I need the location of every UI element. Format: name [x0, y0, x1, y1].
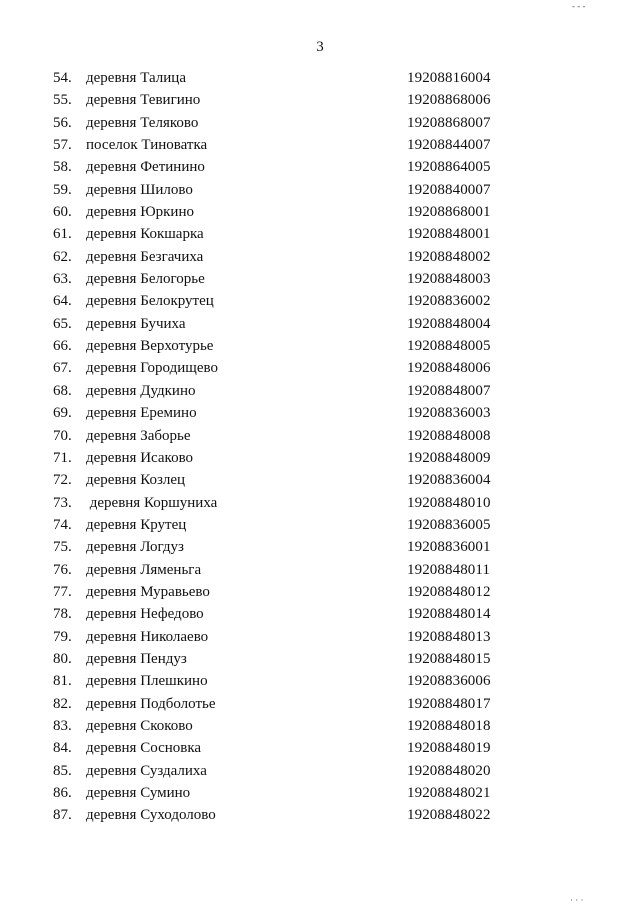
settlement-name: деревня Безгачиха — [86, 248, 204, 265]
oktmo-code: 19208868001 — [407, 204, 491, 221]
oktmo-code: 19208848002 — [407, 248, 491, 265]
oktmo-code: 19208864005 — [407, 159, 491, 176]
row-number: 82. — [53, 695, 72, 712]
row-number: 65. — [53, 315, 72, 332]
row-number: 55. — [53, 92, 72, 109]
row-number: 56. — [53, 114, 72, 131]
row-number: 87. — [53, 807, 72, 824]
list-item — [0, 536, 640, 558]
row-number: 72. — [53, 472, 72, 489]
list-item — [0, 559, 640, 581]
row-number: 85. — [53, 762, 72, 779]
list-item — [0, 67, 640, 89]
scan-artifact-bottom: · · · — [570, 895, 584, 905]
row-number: 79. — [53, 628, 72, 645]
settlement-name: деревня Крутец — [86, 516, 187, 533]
row-number: 62. — [53, 248, 72, 265]
row-number: 81. — [53, 673, 72, 690]
list-item — [0, 380, 640, 402]
oktmo-code: 19208848001 — [407, 226, 491, 243]
oktmo-code: 19208848018 — [407, 717, 491, 734]
list-item — [0, 179, 640, 201]
list-item — [0, 357, 640, 379]
settlement-name: деревня Пендуз — [86, 650, 187, 667]
settlement-name: деревня Муравьево — [86, 583, 210, 600]
settlement-name: деревня Дудкино — [86, 382, 196, 399]
oktmo-code: 19208868007 — [407, 114, 491, 131]
row-number: 54. — [53, 70, 72, 86]
list-item — [0, 223, 640, 245]
list-item — [0, 581, 640, 603]
oktmo-code: 19208848009 — [407, 449, 491, 466]
oktmo-code: 19208848005 — [407, 338, 491, 355]
settlement-name: деревня Логдуз — [86, 539, 184, 556]
row-number: 80. — [53, 650, 72, 667]
settlement-name: деревня Белогорье — [86, 271, 205, 288]
row-number: 84. — [53, 740, 72, 757]
list-item — [0, 246, 640, 268]
settlement-name: деревня Тевигино — [86, 92, 201, 109]
settlement-name: деревня Бучиха — [86, 315, 186, 332]
oktmo-code: 19208848010 — [407, 494, 491, 511]
list-item — [0, 268, 640, 290]
scan-artifact-top: ‑ ‑ ‑ — [572, 1, 586, 11]
row-number: 73. — [53, 494, 72, 511]
row-number: 58. — [53, 159, 72, 176]
list-item — [0, 670, 640, 692]
oktmo-code: 19208816004 — [407, 70, 491, 86]
page-number: 3 — [316, 39, 324, 55]
settlement-name: деревня Исаково — [86, 449, 194, 466]
row-number: 78. — [53, 606, 72, 623]
settlement-name: поселок Тиноватка — [86, 137, 208, 154]
settlement-name: деревня Шилово — [86, 181, 193, 198]
row-number: 69. — [53, 405, 72, 422]
list-item — [0, 201, 640, 223]
settlement-name: деревня Коршуниха — [86, 494, 218, 511]
list-item — [0, 335, 640, 357]
settlement-name: деревня Сумино — [86, 785, 191, 801]
list-item — [0, 760, 640, 782]
row-number: 75. — [53, 539, 72, 556]
list-item — [0, 290, 640, 312]
list-item — [0, 469, 640, 491]
oktmo-code: 19208848003 — [407, 271, 491, 288]
settlement-name: деревня Заборье — [86, 427, 191, 444]
oktmo-code: 19208848004 — [407, 315, 491, 332]
row-number: 59. — [53, 181, 72, 198]
oktmo-code: 19208836001 — [407, 539, 491, 556]
oktmo-code: 19208868006 — [407, 92, 491, 109]
list-item — [0, 737, 640, 759]
list-item — [0, 447, 640, 469]
oktmo-code: 19208848022 — [407, 807, 491, 824]
oktmo-code: 19208848012 — [407, 583, 491, 600]
row-number: 86. — [53, 785, 72, 801]
list-item — [0, 313, 640, 335]
list-item — [0, 425, 640, 447]
list-item — [0, 626, 640, 648]
list-item — [0, 89, 640, 111]
settlement-name: деревня Суздалиха — [86, 762, 207, 779]
list-item — [0, 112, 640, 134]
row-number: 70. — [53, 427, 72, 444]
settlement-name: деревня Верхотурье — [86, 338, 214, 355]
row-number: 77. — [53, 583, 72, 600]
settlement-name: деревня Скоково — [86, 717, 193, 734]
row-number: 63. — [53, 271, 72, 288]
row-number: 67. — [53, 360, 72, 377]
settlement-name: деревня Козлец — [86, 472, 186, 489]
oktmo-code: 19208844007 — [407, 137, 491, 154]
row-number: 68. — [53, 382, 72, 399]
oktmo-code: 19208836006 — [407, 673, 491, 690]
settlement-name: деревня Плешкино — [86, 673, 208, 690]
list-item — [0, 603, 640, 625]
settlement-name: деревня Подболотье — [86, 695, 216, 712]
row-number: 61. — [53, 226, 72, 243]
oktmo-code: 19208848021 — [407, 785, 491, 801]
row-number: 66. — [53, 338, 72, 355]
oktmo-code: 19208836005 — [407, 516, 491, 533]
list-item — [0, 804, 640, 826]
row-number: 57. — [53, 137, 72, 154]
settlement-name: деревня Фетинино — [86, 159, 205, 176]
settlement-name: деревня Белокрутец — [86, 293, 214, 310]
oktmo-code: 19208848013 — [407, 628, 491, 645]
oktmo-code: 19208848020 — [407, 762, 491, 779]
settlement-name: деревня Ляменьга — [86, 561, 202, 578]
row-number: 60. — [53, 204, 72, 221]
list-item — [0, 402, 640, 424]
settlement-list — [0, 67, 640, 827]
oktmo-code: 19208836004 — [407, 472, 491, 489]
settlement-name: деревня Николаево — [86, 628, 209, 645]
settlement-name: деревня Городищево — [86, 360, 218, 377]
oktmo-code: 19208836002 — [407, 293, 491, 310]
list-item — [0, 693, 640, 715]
list-item — [0, 648, 640, 670]
oktmo-code: 19208848007 — [407, 382, 491, 399]
row-number: 83. — [53, 717, 72, 734]
settlement-name: деревня Сосновка — [86, 740, 202, 757]
list-item — [0, 134, 640, 156]
oktmo-code: 19208848014 — [407, 606, 491, 623]
oktmo-code: 19208848006 — [407, 360, 491, 377]
row-number: 71. — [53, 449, 72, 466]
oktmo-code: 19208836003 — [407, 405, 491, 422]
row-number: 76. — [53, 561, 72, 578]
list-item — [0, 514, 640, 536]
row-number: 74. — [53, 516, 72, 533]
oktmo-code: 19208848015 — [407, 650, 491, 667]
settlement-name: деревня Юркино — [86, 204, 194, 221]
list-item — [0, 715, 640, 737]
list-item — [0, 156, 640, 178]
settlement-name: деревня Кокшарка — [86, 226, 204, 243]
oktmo-code: 19208840007 — [407, 181, 491, 198]
oktmo-code: 19208848017 — [407, 695, 491, 712]
settlement-name: деревня Теляково — [86, 114, 199, 131]
settlement-name: деревня Талица — [86, 70, 186, 86]
oktmo-code: 19208848011 — [407, 561, 491, 578]
settlement-name: деревня Еремино — [86, 405, 197, 422]
settlement-name: деревня Нефедово — [86, 606, 204, 623]
oktmo-code: 19208848019 — [407, 740, 491, 757]
list-item — [0, 782, 640, 804]
oktmo-code: 19208848008 — [407, 427, 491, 444]
row-number: 64. — [53, 293, 72, 310]
list-item — [0, 492, 640, 514]
settlement-name: деревня Суходолово — [86, 807, 216, 824]
